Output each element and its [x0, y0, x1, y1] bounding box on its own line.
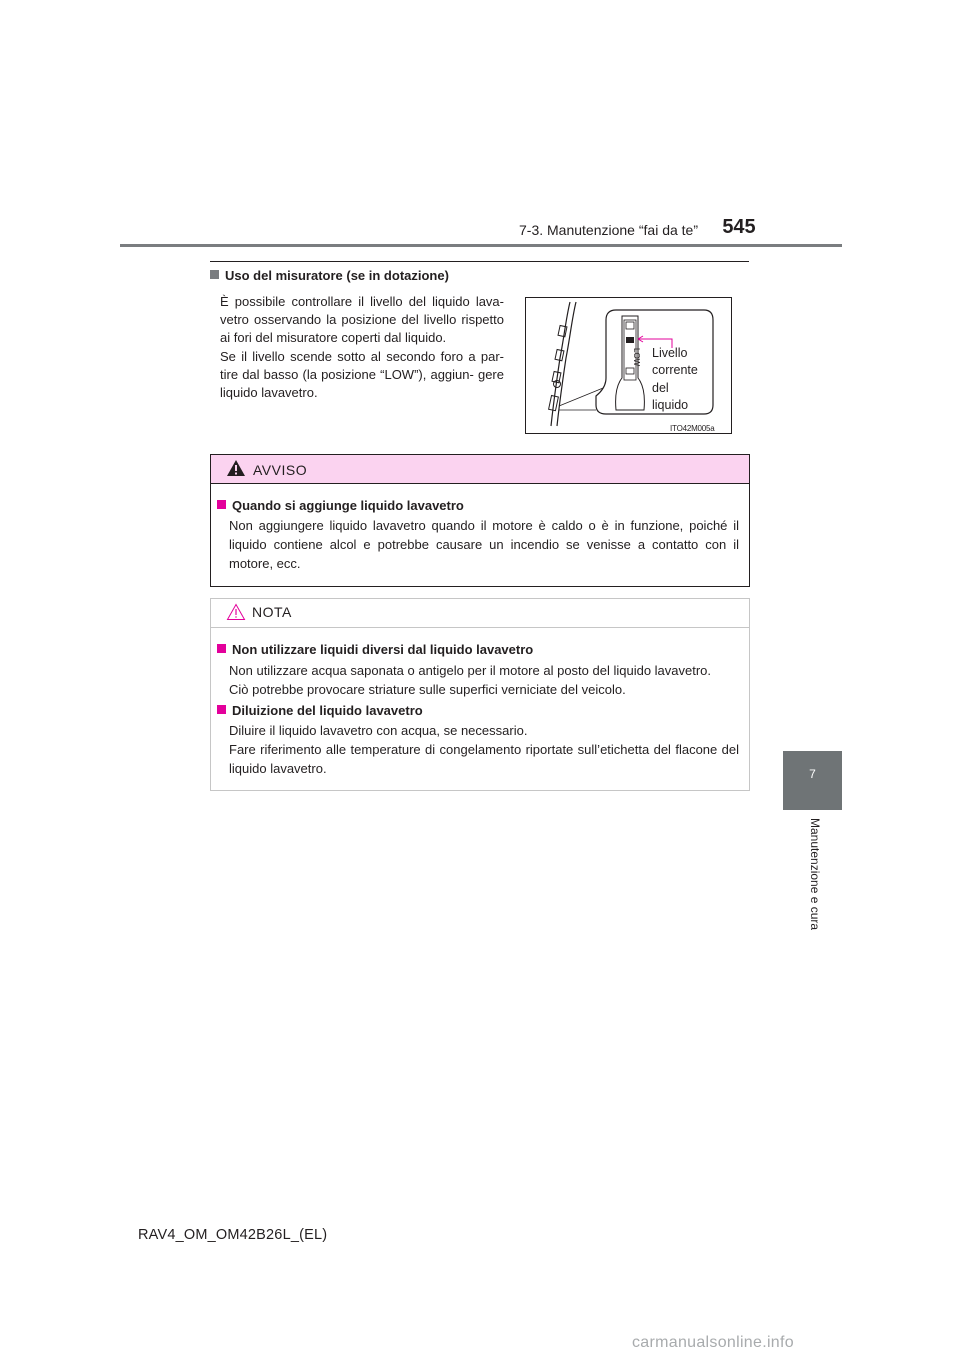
- callout-line: del: [652, 380, 669, 395]
- note-subheading-text: Non utilizzare liquidi diversi dal liquido lavavetro: [232, 642, 534, 657]
- square-bullet-icon: [217, 644, 226, 653]
- gauge-low-mark: LOW: [632, 348, 641, 367]
- note-subheading: [217, 642, 533, 657]
- usage-paragraph-2: Se il livello scende sotto al secondo foro a par- tire dal basso (la posizione “LOW”), aggiun- gere liquido lavavetro.: [220, 348, 504, 401]
- callout-line: corrente: [652, 363, 698, 378]
- square-bullet-icon: [217, 705, 226, 714]
- note-line: Non utilizzare acqua saponata o antigelo per il motore al posto del liquido lavavetro.: [229, 663, 712, 678]
- washer-gauge-illustration: [526, 298, 731, 433]
- note-line: Ciò potrebbe provocare striature sulle superfici verniciate del veicolo.: [229, 682, 626, 697]
- warning-title: AVVISO: [253, 462, 308, 478]
- section-title: 7-3. Manutenzione “fai da te”: [519, 222, 698, 238]
- usage-paragraph-1: È possibile controllare il livello del liquido lava- vetro osservando la posizione del livello rispetto ai fori del misuratore coperti dal liquido.: [220, 294, 504, 346]
- figure-label: ITO42M005a: [670, 424, 715, 433]
- warning-body: Non aggiungere liquido lavavetro quando il motore è caldo o è in funzione, poiché il liquido contiene alcol e potrebbe causare un incendio se venisse a contatto con il motore, ecc.: [229, 518, 739, 571]
- usage-heading-text: Uso del misuratore (se in dotazione): [225, 268, 449, 283]
- note-body: [229, 721, 739, 778]
- heading-rule: [210, 261, 749, 262]
- warning-subheading: [217, 498, 464, 513]
- caution-triangle-icon: [226, 603, 246, 621]
- note-line: Fare riferimento alle temperature di congelamento riportate sull’etichetta del flacone del liquido lavavetro.: [229, 742, 739, 776]
- chapter-number: 7: [809, 767, 816, 781]
- note-title: NOTA: [252, 604, 292, 620]
- callout-text: [652, 345, 698, 415]
- usage-heading: [210, 268, 449, 283]
- page-number: 545: [722, 216, 756, 238]
- watermark: carmanualsonline.info: [632, 1334, 794, 1351]
- square-bullet-icon: [210, 270, 219, 279]
- callout-line: Livello: [652, 346, 688, 360]
- note-subheading-text: Diluizione del liquido lavavetro: [232, 703, 423, 718]
- usage-body: [220, 293, 504, 402]
- chapter-label: Manutenzione e cura: [808, 818, 822, 931]
- callout-line: liquido: [652, 398, 689, 413]
- note-subheading: [217, 703, 423, 718]
- footer-code: RAV4_OM_OM42B26L_(EL): [138, 1227, 328, 1243]
- note-line: Diluire il liquido lavavetro con acqua, se necessario.: [229, 723, 528, 738]
- header-rule: [120, 244, 842, 247]
- note-header-rule: [211, 627, 749, 628]
- warning-triangle-icon: [226, 459, 246, 477]
- square-bullet-icon: [217, 500, 226, 509]
- note-body: [229, 661, 739, 699]
- gauge-figure: [525, 297, 732, 434]
- warning-subheading-text: Quando si aggiunge liquido lavavetro: [232, 498, 464, 513]
